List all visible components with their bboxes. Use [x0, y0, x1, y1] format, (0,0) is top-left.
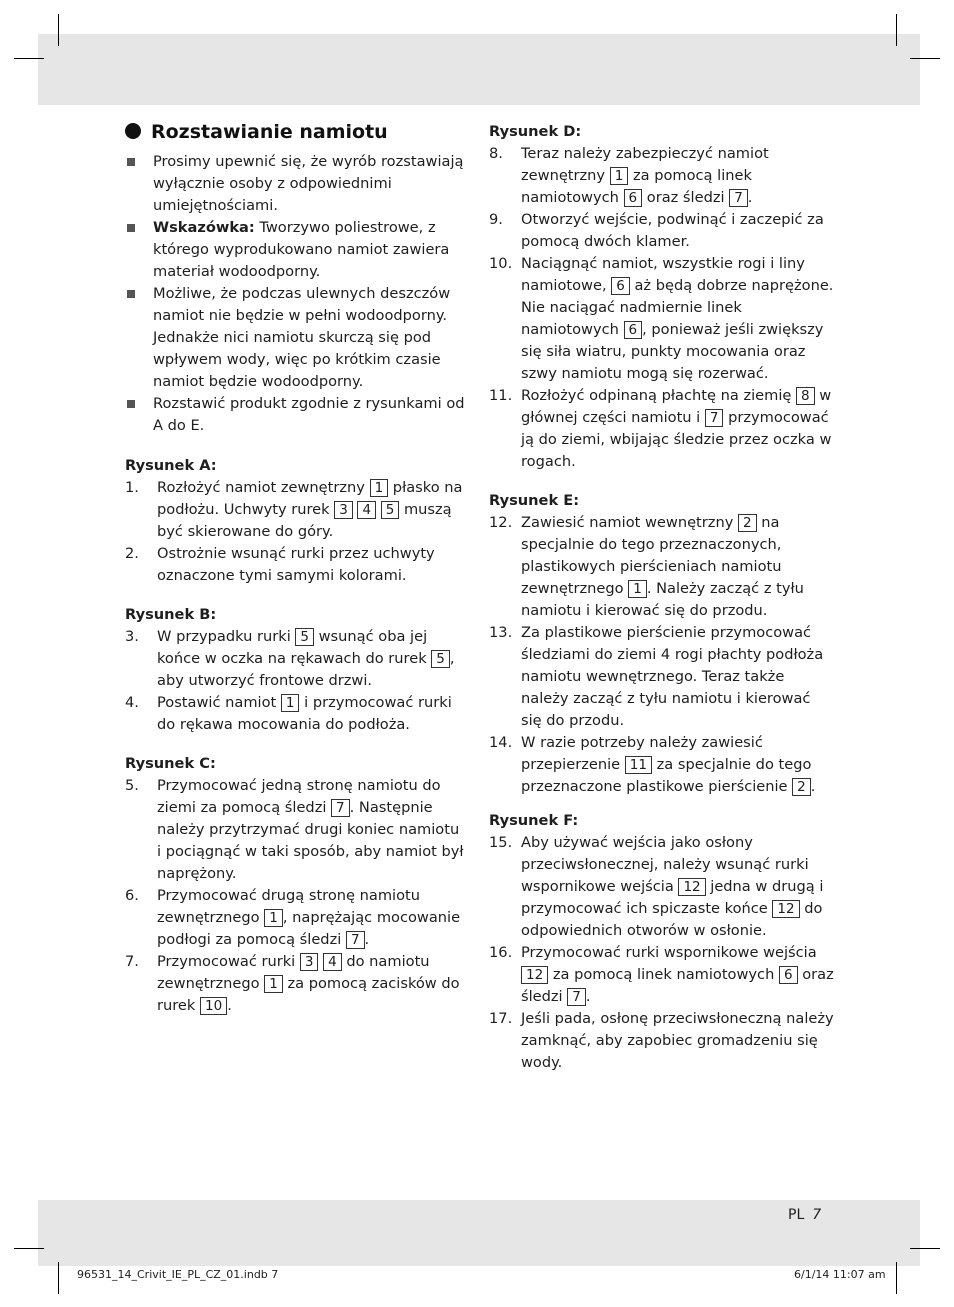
list-item: 16. Przymocować rurki wspornikowe wejścia 12 za pomocą linek namiotowych 6 oraz śledzi 7 . [489, 944, 834, 1005]
crop-mark [58, 1262, 59, 1294]
footer-filename: 96531_14_Crivit_IE_PL_CZ_01.indb 7 [77, 1268, 279, 1281]
figure-f-section [489, 810, 834, 1074]
list-item: 9. Otworzyć wejście, podwinąć i zaczepić za pomocą dwóch klamer. [489, 211, 824, 250]
list-item: Rozstawić produkt zgodnie z rysunkami od A do E. [125, 393, 465, 437]
figure-e-section [489, 490, 834, 798]
crop-mark [14, 58, 44, 59]
list-item: 17. Jeśli pada, osłonę przeciwsłoneczną należy zamknąć, aby zapobiec gromadzeniu się wody. [489, 1010, 834, 1071]
list-item: 3. W przypadku rurki 5 wsunąć oba jej końce w oczka na rękawach do rurek 5 , aby utworzyć frontowe drzwi. [125, 628, 455, 689]
page-number: PL 7 [788, 1207, 822, 1223]
crop-mark [14, 1248, 44, 1249]
crop-mark [910, 1248, 940, 1249]
list-item: 15. Aby używać wejścia jako osłony przeciwsłonecznej, należy wsunąć rurki wspornikowe wejścia 12 jedna w drugą i przymocować ich spiczaste końce 12 do odpowiednich otworów w osłonie. [489, 834, 824, 939]
footer-date: 6/1/14 11:07 am [794, 1268, 886, 1281]
list-item: 10. Naciągnąć namiot, wszystkie rogi i liny namiotowe, 6 aż będą dobrze naprężone. Nie naciągać nadmiernie linek namiotowych 6 , ponieważ jeśli zwiększy się siła wiatru, punkty mocowania oraz szwy namiotu mogą się rozerwać. [489, 255, 834, 382]
header-band [38, 34, 920, 105]
figure-heading: Rysunek B: [125, 606, 217, 623]
figure-d-section [489, 121, 834, 473]
figure-heading: Rysunek E: [489, 492, 580, 509]
list-item: 8. Teraz należy zabezpieczyć namiot zewnętrzny 1 za pomocą linek namiotowych 6 oraz śledzi 7 . [489, 145, 769, 206]
list-item: 5. Przymocować jedną stronę namiotu do ziemi za pomocą śledzi 7 . Następnie należy przytrzymać drugi koniec namiotu i pociągnąć w taki sposób, aby namiot był naprężony. [125, 777, 464, 882]
list-item: 13. Za plastikowe pierścienie przymocować śledziami do ziemi 4 rogi płachty podłoża namiotu wewnętrznego. Teraz także należy zacząć z tyłu namiotu i kierować się do przodu. [489, 624, 824, 729]
crop-mark [58, 14, 59, 46]
list-item: 11. Rozłożyć odpinaną płachtę na ziemię 8 w głównej części namiotu i 7 przymocować ją do ziemi, wbijając śledzie przez oczka w rogach. [489, 387, 832, 470]
list-item: 6. Przymocować drugą stronę namiotu zewnętrznego 1 , naprężając mocowanie podłogi za pomocą śledzi 7 . [125, 887, 461, 948]
figure-heading: Rysunek A: [125, 457, 217, 474]
list-item: 2. Ostrożnie wsunąć rurki przez uchwyty oznaczone tymi samymi kolorami. [125, 545, 435, 584]
crop-mark [896, 14, 897, 46]
figure-heading: Rysunek F: [489, 812, 579, 829]
crop-mark [896, 1262, 897, 1294]
list-item: 4. Postawić namiot 1 i przymocować rurki do rękawa mocowania do podłoża. [125, 694, 452, 733]
list-item: 7. Przymocować rurki 3 4 do namiotu zewnętrznego 1 za pomocą zacisków do rurek 10 . [125, 953, 460, 1014]
list-item: 1. Rozłożyć namiot zewnętrzny 1 płasko na podłożu. Uchwyty rurek 3 4 5 muszą być skierowane do góry. [125, 479, 463, 540]
list-item: Wskazówka: Tworzywo poliestrowe, z którego wyprodukowano namiot zawiera materiał wodoodporny. [125, 217, 465, 283]
figure-heading: Rysunek C: [125, 755, 216, 772]
list-item: Możliwe, że podczas ulewnych deszczów namiot nie będzie w pełni wodoodporny. Jednakże nici namiotu skurczą się pod wpływem wody, więc po krótkim czasie namiot będzie wodoodporny. [125, 283, 465, 393]
list-item: 12. Zawiesić namiot wewnętrzny 2 na specjalnie do tego przeznaczonych, plastikowych pierścieniach namiotu zewnętrznego 1 . Należy zacząć z tyłu namiotu i kierować się do przodu. [489, 514, 804, 619]
figure-c-section [125, 753, 465, 1017]
list-item: 14. W razie potrzeby należy zawiesić przepierzenie 11 za specjalnie do tego przeznaczone plastikowe pierścienie 2 . [489, 734, 816, 795]
section-title: Rozstawianie namiotu [125, 121, 388, 143]
figure-a-section [125, 455, 465, 587]
crop-mark [910, 58, 940, 59]
figure-b-section [125, 604, 465, 736]
intro-bullets [125, 151, 465, 437]
figure-heading: Rysunek D: [489, 123, 582, 140]
list-item: Prosimy upewnić się, że wyrób rozstawiają wyłącznie osoby z odpowiednimi umiejętnościami. [125, 151, 465, 217]
bullet-dot-icon [125, 123, 141, 139]
